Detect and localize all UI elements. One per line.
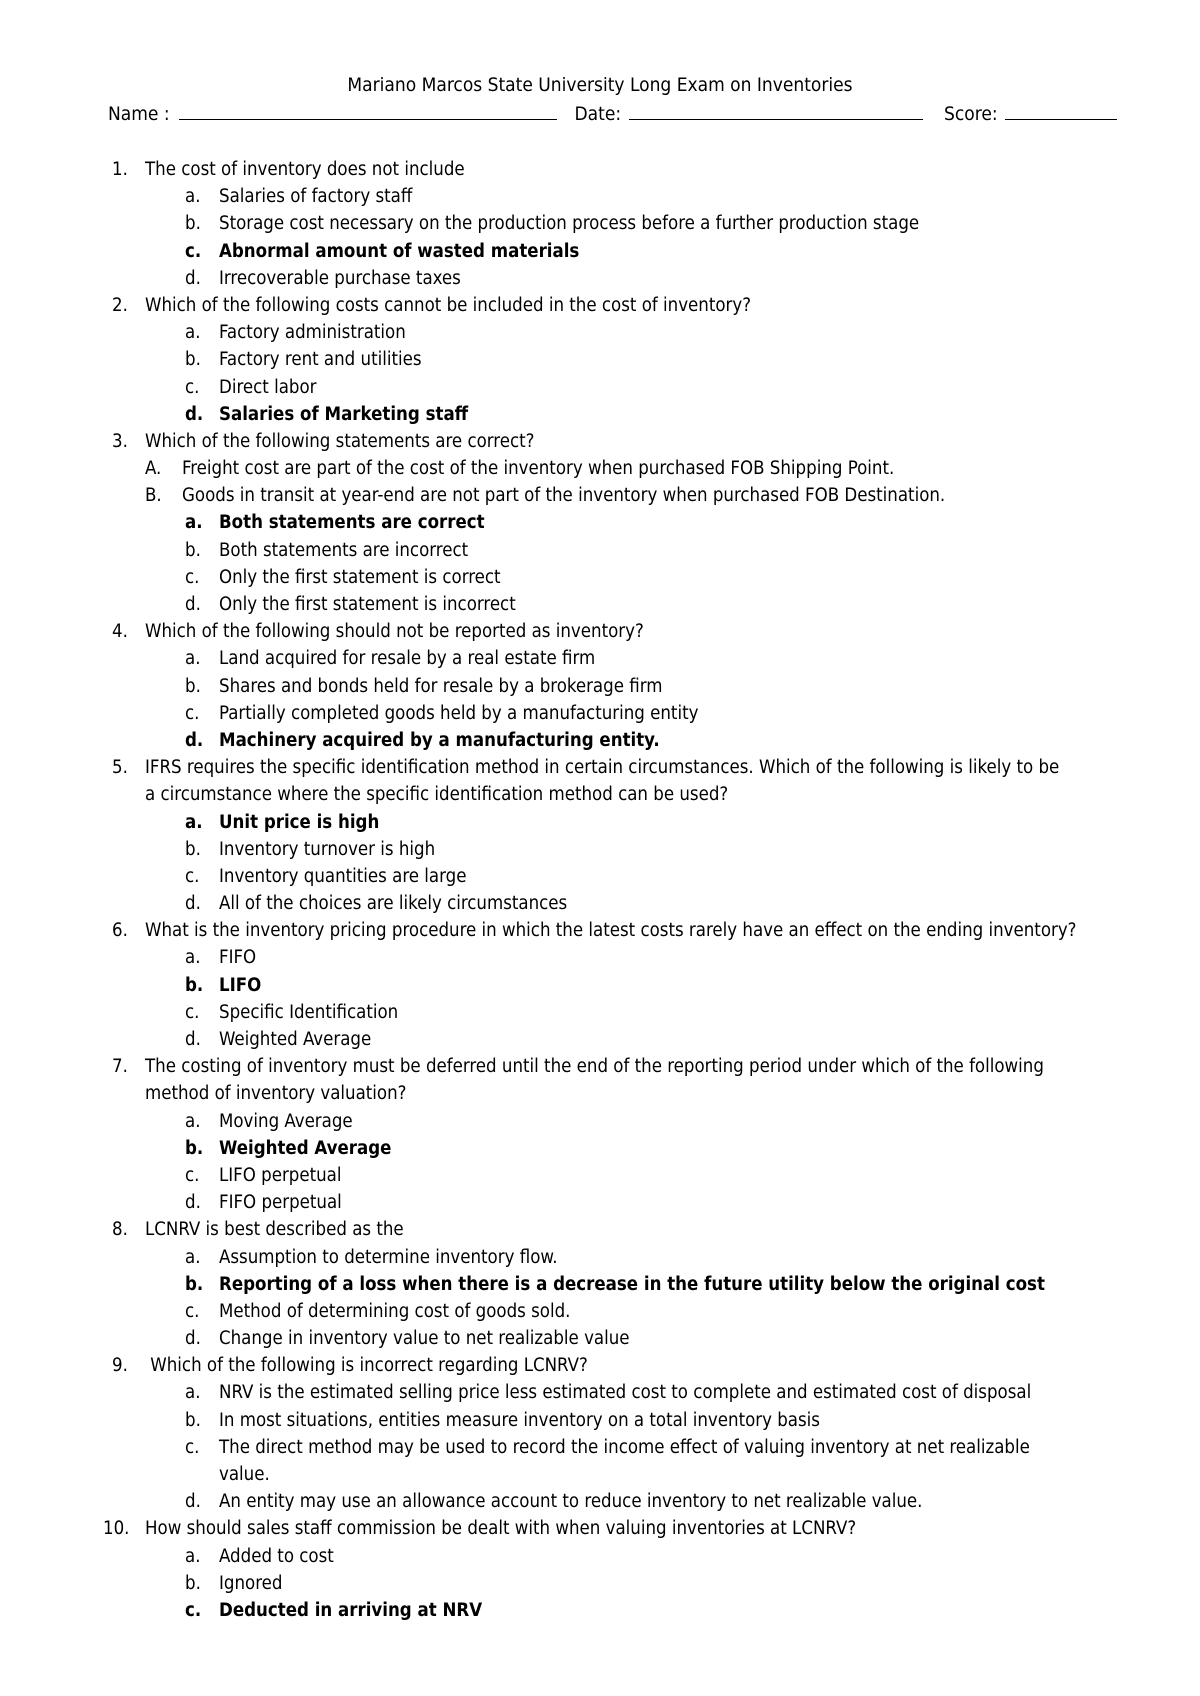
option-text: The direct method may be used to record the income effect of valuing inventory at net realizable <box>219 1436 1030 1458</box>
question-item <box>0 156 1200 183</box>
option-letter: a. <box>185 322 201 344</box>
option-text: Partially completed goods held by a manufacturing entity <box>219 702 699 724</box>
question-item <box>0 1216 1200 1243</box>
question-text: Which of the following statements are correct? <box>145 430 535 452</box>
option-text: Factory rent and utilities <box>219 349 422 371</box>
answer-option[interactable] <box>0 700 1200 727</box>
answer-option[interactable] <box>0 265 1200 292</box>
option-text: LIFO perpetual <box>219 1164 342 1186</box>
date-label: Date: <box>574 103 622 125</box>
question-text: The cost of inventory does not include <box>145 159 465 180</box>
answer-option[interactable] <box>0 836 1200 863</box>
question-text: method of inventory valuation? <box>145 1083 407 1105</box>
answer-option[interactable] <box>0 1570 1200 1597</box>
answer-option[interactable] <box>0 319 1200 346</box>
option-letter: b. <box>185 349 201 371</box>
option-text: An entity may use an allowance account to reduce inventory to net realizable value. <box>219 1491 923 1513</box>
option-letter: c. <box>185 1599 202 1621</box>
question-number: 6. <box>112 920 128 942</box>
answer-option[interactable] <box>0 1189 1200 1216</box>
option-letter: b. <box>185 1409 201 1431</box>
option-text: Both statements are correct <box>219 512 485 534</box>
option-text: Deducted in arriving at NRV <box>219 1599 483 1621</box>
answer-option[interactable] <box>0 564 1200 591</box>
option-text: Abnormal amount of wasted materials <box>219 240 580 262</box>
option-text: Direct labor <box>219 376 317 398</box>
option-letter: b. <box>185 1572 201 1594</box>
question-number: 2. <box>112 294 128 316</box>
question-number: 7. <box>112 1056 128 1078</box>
exam-title: Mariano Marcos State University Long Exam on Inventories <box>347 74 853 96</box>
question-text: IFRS requires the specific identification method in certain circumstances. Which of the following is likely to be <box>145 757 1060 779</box>
question-text: a circumstance where the specific identification method can be used? <box>145 784 729 806</box>
option-text: Only the first statement is incorrect <box>219 594 516 615</box>
statement-letter: B. <box>145 485 162 507</box>
answer-option-marked[interactable] <box>0 238 1200 265</box>
option-letter: b. <box>185 1273 204 1295</box>
option-letter: c. <box>185 1164 200 1186</box>
option-text: Salaries of Marketing staff <box>219 403 469 425</box>
answer-option-marked[interactable] <box>0 1597 1200 1624</box>
option-letter: d. <box>185 1192 201 1214</box>
question-number: 1. <box>112 159 128 180</box>
answer-option[interactable] <box>0 999 1200 1026</box>
question-number: 10. <box>103 1518 130 1540</box>
option-letter: a. <box>185 811 203 833</box>
question-text: LCNRV is best described as the <box>145 1219 404 1241</box>
date-blank[interactable] <box>629 102 923 120</box>
question-item <box>0 618 1200 645</box>
option-text: Land acquired for resale by a real estate firm <box>219 648 596 670</box>
answer-option[interactable] <box>0 1026 1200 1053</box>
option-text: Irrecoverable purchase taxes <box>219 267 461 289</box>
option-letter: a. <box>185 1110 201 1132</box>
option-letter: d. <box>185 1491 201 1513</box>
answer-option-marked[interactable] <box>0 509 1200 536</box>
option-text: Weighted Average <box>219 1137 392 1159</box>
question-item <box>0 292 1200 319</box>
question-text: What is the inventory pricing procedure in which the latest costs rarely have an effect on the ending inventory? <box>145 920 1077 942</box>
option-letter: c. <box>185 240 202 262</box>
answer-option[interactable] <box>0 1543 1200 1570</box>
statement-letter: A. <box>145 458 162 480</box>
answer-option[interactable] <box>0 591 1200 618</box>
option-letter: c. <box>185 1300 200 1322</box>
option-letter: d. <box>185 893 201 915</box>
statement-text: Freight cost are part of the cost of the inventory when purchased FOB Shipping Point. <box>182 458 895 480</box>
answer-option[interactable] <box>0 944 1200 971</box>
name-label: Name : <box>108 103 170 125</box>
answer-option-marked[interactable] <box>0 401 1200 428</box>
name-blank[interactable] <box>179 102 557 120</box>
option-text: Added to cost <box>219 1545 334 1567</box>
option-text: All of the choices are likely circumstances <box>219 893 568 915</box>
question-item <box>0 754 1200 781</box>
answer-option[interactable] <box>0 374 1200 401</box>
answer-option[interactable] <box>0 1162 1200 1189</box>
answer-option[interactable] <box>0 1407 1200 1434</box>
option-text: Inventory quantities are large <box>219 865 467 887</box>
answer-option[interactable] <box>0 1325 1200 1352</box>
question-number: 4. <box>112 621 128 643</box>
option-text: Storage cost necessary on the production process before a further production stage <box>219 213 920 235</box>
question-item <box>0 1515 1200 1542</box>
answer-option[interactable] <box>0 1244 1200 1271</box>
answer-option[interactable] <box>0 673 1200 700</box>
option-text: Weighted Average <box>219 1029 372 1050</box>
option-letter: d. <box>185 594 201 615</box>
option-letter: a. <box>185 648 201 670</box>
option-text: Unit price is high <box>219 811 380 833</box>
question-number: 5. <box>112 757 128 779</box>
option-letter: c. <box>185 702 200 724</box>
question-item <box>0 428 1200 455</box>
answer-option-marked[interactable] <box>0 1135 1200 1162</box>
answer-option[interactable] <box>0 1108 1200 1135</box>
option-text: FIFO perpetual <box>219 1192 342 1214</box>
option-letter: a. <box>185 186 201 208</box>
question-text: How should sales staff commission be dealt with when valuing inventories at LCNRV? <box>145 1518 857 1540</box>
answer-option[interactable] <box>0 210 1200 237</box>
option-text: Both statements are incorrect <box>219 539 469 561</box>
answer-option-marked[interactable] <box>0 972 1200 999</box>
option-text: Only the first statement is correct <box>219 566 501 588</box>
answer-option-marked[interactable] <box>0 727 1200 754</box>
question-text: Which of the following is incorrect regarding LCNRV? <box>145 1355 588 1377</box>
answer-option[interactable] <box>0 890 1200 917</box>
option-text: Moving Average <box>219 1110 353 1132</box>
answer-option[interactable] <box>0 1488 1200 1515</box>
answer-option[interactable] <box>0 863 1200 890</box>
option-letter: c. <box>185 376 200 398</box>
answer-option[interactable] <box>0 1298 1200 1325</box>
option-text: Assumption to determine inventory flow. <box>219 1246 558 1268</box>
score-blank[interactable] <box>1005 102 1117 120</box>
option-text: LIFO <box>219 974 262 996</box>
statement-item <box>0 482 1200 509</box>
option-letter: c. <box>185 1436 200 1458</box>
option-letter: c. <box>185 865 200 887</box>
statement-item <box>0 455 1200 482</box>
option-letter: d. <box>185 267 201 289</box>
option-text: FIFO <box>219 947 257 969</box>
option-text: Factory administration <box>219 322 406 344</box>
question-item <box>0 1053 1200 1080</box>
answer-option[interactable] <box>0 1379 1200 1406</box>
question-list <box>0 156 1200 1624</box>
answer-option-marked[interactable] <box>0 809 1200 836</box>
option-text: Inventory turnover is high <box>219 838 436 860</box>
answer-option[interactable] <box>0 1434 1200 1461</box>
option-text: Ignored <box>219 1572 283 1594</box>
option-letter: c. <box>185 566 200 588</box>
score-label: Score: <box>944 103 998 125</box>
option-letter: b. <box>185 838 201 860</box>
option-text-continued <box>0 1461 1200 1488</box>
option-letter: a. <box>185 947 201 969</box>
option-letter: b. <box>185 675 201 697</box>
answer-option-marked[interactable] <box>0 1271 1200 1298</box>
option-letter: d. <box>185 1328 201 1350</box>
option-letter: a. <box>185 1545 201 1567</box>
option-text: Shares and bonds held for resale by a brokerage firm <box>219 675 663 697</box>
option-letter: a. <box>185 512 203 534</box>
option-text: Change in inventory value to net realizable value <box>219 1328 630 1350</box>
option-letter: b. <box>185 213 201 235</box>
option-letter: d. <box>185 729 204 751</box>
option-letter: d. <box>185 1029 201 1050</box>
answer-option[interactable] <box>0 346 1200 373</box>
question-item <box>0 917 1200 944</box>
answer-option[interactable] <box>0 537 1200 564</box>
question-number: 3. <box>112 430 128 452</box>
question-number: 8. <box>112 1219 128 1241</box>
question-number: 9. <box>112 1355 128 1377</box>
option-letter: a. <box>185 1382 201 1404</box>
option-letter: b. <box>185 1137 204 1159</box>
question-item <box>0 1352 1200 1379</box>
statement-text: Goods in transit at year-end are not part of the inventory when purchased FOB Destination. <box>182 485 946 507</box>
option-text: Salaries of factory staff <box>219 186 413 208</box>
option-text: Method of determining cost of goods sold. <box>219 1300 571 1322</box>
option-letter: a. <box>185 1246 201 1268</box>
option-letter: d. <box>185 403 204 425</box>
answer-option[interactable] <box>0 645 1200 672</box>
option-text: Reporting of a loss when there is a decrease in the future utility below the original cost <box>219 1273 1045 1295</box>
option-letter: b. <box>185 974 204 996</box>
answer-option[interactable] <box>0 183 1200 210</box>
question-text: Which of the following costs cannot be included in the cost of inventory? <box>145 294 752 316</box>
option-text: value. <box>219 1464 270 1485</box>
exam-header <box>108 102 1117 125</box>
question-text: The costing of inventory must be deferred until the end of the reporting period under which of the following <box>145 1056 1044 1078</box>
option-letter: b. <box>185 539 201 561</box>
option-text: In most situations, entities measure inventory on a total inventory basis <box>219 1409 820 1431</box>
option-letter: c. <box>185 1001 200 1023</box>
option-text: Machinery acquired by a manufacturing entity. <box>219 729 660 751</box>
question-text-continued <box>0 781 1200 808</box>
option-text: Specific Identification <box>219 1001 399 1023</box>
question-text-continued <box>0 1080 1200 1107</box>
option-text: NRV is the estimated selling price less estimated cost to complete and estimated cost of disposal <box>219 1382 1032 1404</box>
question-text: Which of the following should not be reported as inventory? <box>145 621 644 643</box>
